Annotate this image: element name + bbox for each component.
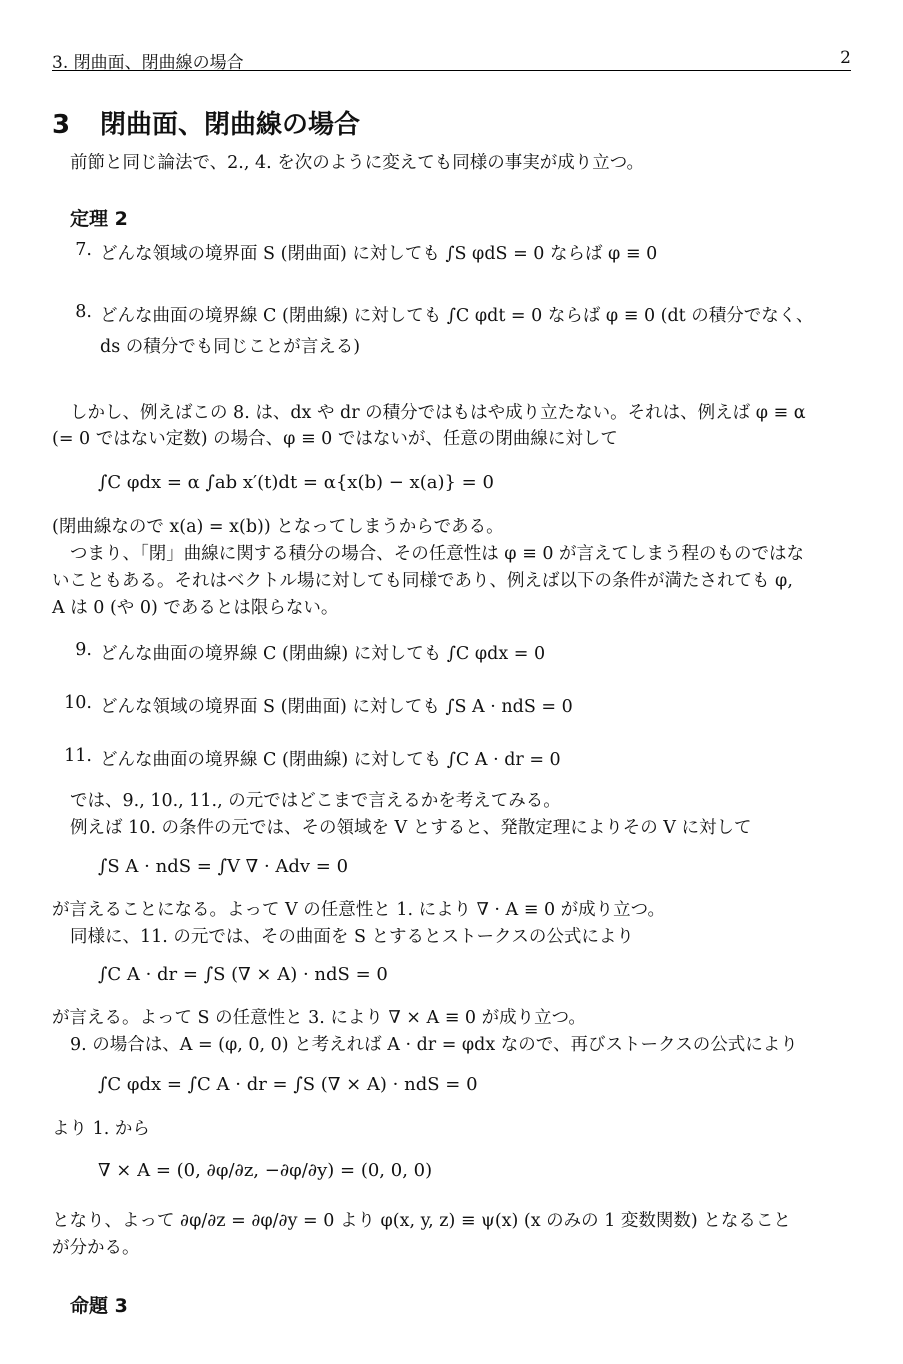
item-number: 9. <box>75 640 92 660</box>
proposition-title: 命題 3 <box>70 1295 128 1317</box>
item-number: 7. <box>75 240 92 260</box>
item-text: どんな曲面の境界線 C (閉曲線) に対しても ∫C φdt = 0 ならば φ ≡ 0 (dt の積分でなく、 <box>100 306 814 326</box>
list-item-11 <box>52 746 561 771</box>
item-text: どんな領域の境界面 S (閉曲面) に対しても ∫S A · ndS = 0 <box>100 697 573 717</box>
section-number: 3 <box>52 110 71 140</box>
section-title: 閉曲面、閉曲線の場合 <box>100 110 361 140</box>
page-number: 2 <box>840 48 851 68</box>
equation: ∫C φdx = ∫C A · dr = ∫S (∇ × A) · ndS = 0 <box>98 1074 478 1095</box>
paragraph: (= 0 ではない定数) の場合、φ ≡ 0 ではないが、任意の閉曲線に対して <box>52 429 618 449</box>
paragraph: いこともある。それはベクトル場に対しても同様であり、例えば以下の条件が満たされても φ, <box>52 571 793 591</box>
item-text: どんな領域の境界面 S (閉曲面) に対しても ∫S φdS = 0 ならば φ ≡ 0 <box>100 244 658 264</box>
item-number: 10. <box>64 693 92 713</box>
equation: ∇ × A = (0, ∂φ/∂z, −∂φ/∂y) = (0, 0, 0) <box>98 1160 433 1181</box>
header-title: 3. 閉曲面、閉曲線の場合 <box>52 53 244 73</box>
equation: ∫S A · ndS = ∫V ∇ · Adv = 0 <box>98 856 349 877</box>
paragraph: 9. の場合は、A = (φ, 0, 0) と考えれば A · dr = φdx なので、再びストークスの公式により <box>70 1035 798 1055</box>
running-header <box>52 48 851 71</box>
paragraph: が言えることになる。よって V の任意性と 1. により ∇ · A ≡ 0 が成り立つ。 <box>52 900 665 920</box>
item-number: 8. <box>75 302 92 322</box>
intro-paragraph: 前節と同じ論法で、2., 4. を次のように変えても同様の事実が成り立つ。 <box>70 153 645 173</box>
list-item-7 <box>52 240 657 265</box>
paragraph: つまり、「閉」曲線に関する積分の場合、その任意性は φ ≡ 0 が言えてしまう程のものではな <box>70 544 805 564</box>
list-item-10 <box>52 693 573 718</box>
item-text: どんな曲面の境界線 C (閉曲線) に対しても ∫C φdx = 0 <box>100 644 546 664</box>
section-heading <box>52 104 360 141</box>
paragraph: 同様に、11. の元では、その曲面を S とするとストークスの公式により <box>70 927 634 947</box>
list-item-8 <box>52 302 813 327</box>
paragraph: (閉曲線なので x(a) = x(b)) となってしまうからである。 <box>52 517 504 537</box>
paragraph: A は 0 (や 0) であるとは限らない。 <box>52 598 339 618</box>
paragraph: となり、よって ∂φ/∂z = ∂φ/∂y = 0 より φ(x, y, z) ≡ ψ(x) (x のみの 1 変数関数) となること <box>52 1211 791 1231</box>
item-text: どんな曲面の境界線 C (閉曲線) に対しても ∫C A · dr = 0 <box>100 750 561 770</box>
paragraph: が言える。よって S の任意性と 3. により ∇ × A ≡ 0 が成り立つ。 <box>52 1008 586 1028</box>
list-item-8-continued: ds の積分でも同じことが言える) <box>100 337 361 357</box>
paragraph: しかし、例えばこの 8. は、dx や dr の積分ではもはや成り立たない。それは、例えば φ ≡ α <box>70 403 806 423</box>
equation: ∫C φdx = α ∫ab x′(t)dt = α{x(b) − x(a)} = 0 <box>98 472 494 493</box>
theorem-title: 定理 2 <box>70 208 128 230</box>
list-item-9 <box>52 640 545 665</box>
paragraph: 例えば 10. の条件の元では、その領域を V とすると、発散定理によりその V に対して <box>70 818 752 838</box>
equation: ∫C A · dr = ∫S (∇ × A) · ndS = 0 <box>98 964 388 985</box>
item-number: 11. <box>64 746 92 766</box>
paragraph: では、9., 10., 11., の元ではどこまで言えるかを考えてみる。 <box>70 791 561 811</box>
paragraph: が分かる。 <box>52 1238 140 1258</box>
paragraph: より 1. から <box>52 1119 150 1139</box>
